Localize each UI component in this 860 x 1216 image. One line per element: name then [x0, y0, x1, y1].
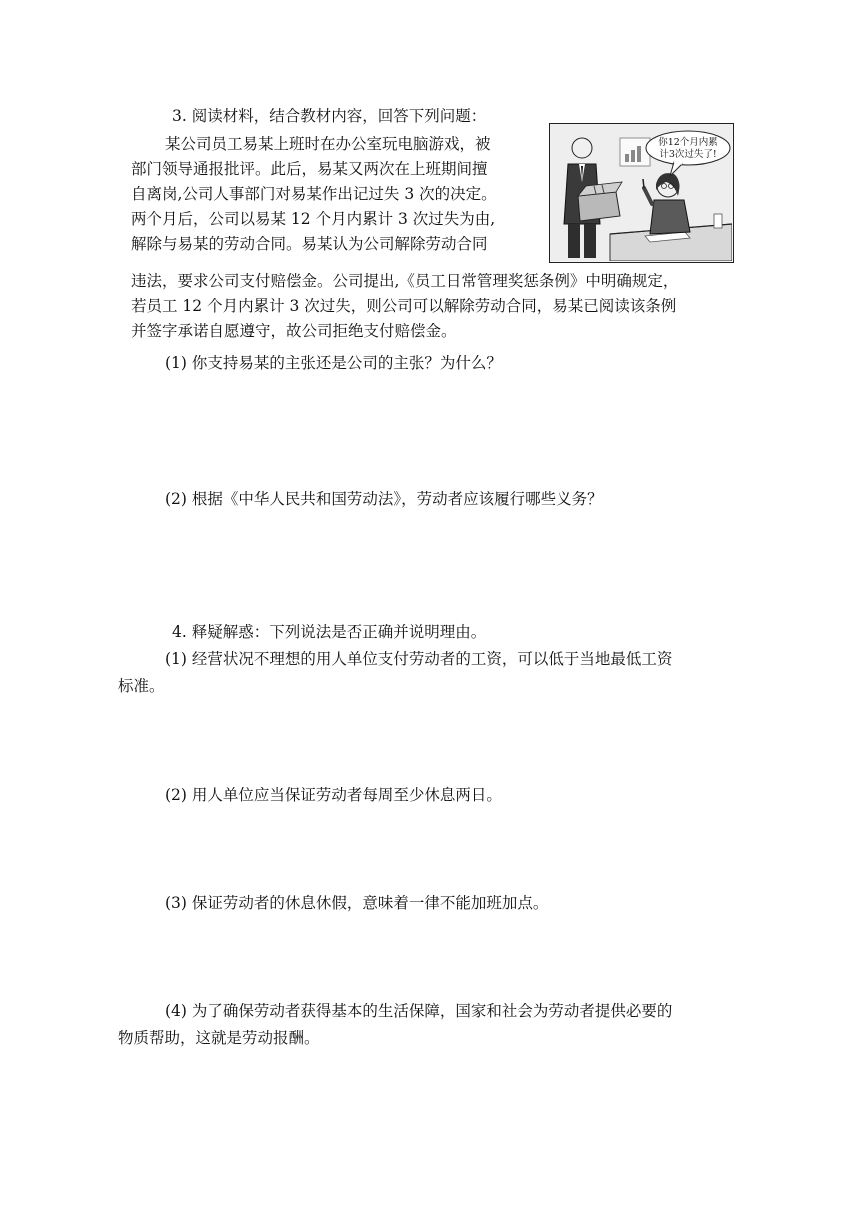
material-line-4: 两个月后，公司以易某 12 个月内累计 3 次过失为由, — [131, 210, 496, 228]
question-4-item-1-cont: 标准。 — [118, 677, 165, 695]
question-4-item-4-cont: 物质帮助，这就是劳动报酬。 — [118, 1029, 320, 1047]
question-4-item-1: (1) 经营状况不理想的用人单位支付劳动者的工资，可以低于当地最低工资 — [165, 650, 673, 668]
question-3-sub-1: (1) 你支持易某的主张还是公司的主张？为什么？ — [165, 354, 502, 372]
question-4-item-2: (2) 用人单位应当保证劳动者每周至少休息两日。 — [165, 786, 502, 804]
material-line-7: 若员工 12 个月内累计 3 次过失，则公司可以解除劳动合同，易某已阅读该条例 — [131, 297, 677, 315]
material-line-3: 自离岗,公司人事部门对易某作出记过失 3 次的决定。 — [131, 185, 497, 203]
question-4-title: 4. 释疑解惑：下列说法是否正确并说明理由。 — [172, 623, 487, 641]
question-4-item-3: (3) 保证劳动者的休息休假，意味着一律不能加班加点。 — [165, 894, 549, 912]
question-3-title: 3. 阅读材料，结合教材内容，回答下列问题： — [172, 107, 487, 125]
material-line-8: 并签字承诺自愿遵守，故公司拒绝支付赔偿金。 — [131, 322, 457, 340]
material-line-1: 某公司员工易某上班时在办公室玩电脑游戏，被 — [165, 135, 491, 153]
material-line-6: 违法，要求公司支付赔偿金。公司提出,《员工日常管理奖惩条例》中明确规定， — [131, 272, 679, 290]
material-line-2: 部门领导通报批评。此后，易某又两次在上班期间擅 — [131, 160, 488, 178]
question-4-item-4: (4) 为了确保劳动者获得基本的生活保障，国家和社会为劳动者提供必要的 — [165, 1002, 673, 1020]
bubble-text-line-1: 你12个月内累 — [658, 137, 718, 148]
bubble-text-line-2: 计3次过失了! — [659, 149, 717, 160]
question-3-sub-2: (2) 根据《中华人民共和国劳动法》，劳动者应该履行哪些义务？ — [165, 490, 603, 508]
material-line-5: 解除与易某的劳动合同。易某认为公司解除劳动合同 — [131, 235, 488, 253]
cartoon-illustration — [549, 123, 734, 263]
